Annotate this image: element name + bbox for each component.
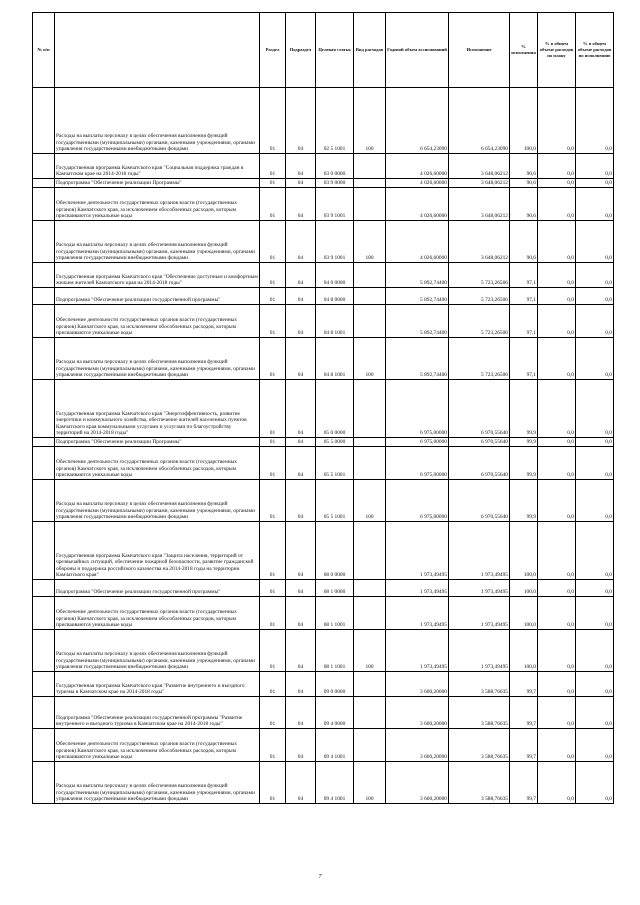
row-name: Расходы на выплаты персоналу в целях обеспечения выполнения функций государственными (муниципальными) органами, казенными учреждениями, органами управления государственными внебюджетными фондами <box>55 88 260 154</box>
row-exec-amount: 3 648,06212 <box>449 179 510 188</box>
row-share-plan: 0,0 <box>538 338 576 380</box>
row-exec-amount: 5 723,26506 <box>449 288 510 305</box>
row-razdel: 01 <box>260 154 286 179</box>
row-exec-percent: 97,1 <box>510 338 538 380</box>
row-expense-type <box>354 305 386 338</box>
row-exec-amount: 5 723,26506 <box>449 305 510 338</box>
table-row <box>33 630 614 672</box>
row-number <box>33 305 55 338</box>
row-expense-type <box>354 672 386 697</box>
row-expense-type <box>354 522 386 580</box>
row-target-article: 05 5 0000 <box>316 438 354 447</box>
row-target-article: 03 9 1001 <box>316 188 354 221</box>
table-row <box>33 672 614 697</box>
table-row <box>33 221 614 263</box>
row-razdel: 01 <box>260 672 286 697</box>
col-header-plan: Годовой объем ассигнований <box>386 13 449 88</box>
row-number <box>33 597 55 630</box>
row-exec-amount: 6 970,55640 <box>449 480 510 522</box>
row-target-article: 03 9 1001 <box>316 221 354 263</box>
row-exec-percent: 99,9 <box>510 438 538 447</box>
budget-execution-table <box>32 12 614 804</box>
row-name: Подпрограмма "Обеспечение реализации государственной программы" <box>55 288 260 305</box>
row-share-plan: 0,0 <box>538 762 576 804</box>
col-header-share-plan: % в общем объеме расходов по плану <box>538 13 576 88</box>
row-expense-type <box>354 597 386 630</box>
row-expense-type <box>354 288 386 305</box>
row-exec-percent: 90,6 <box>510 188 538 221</box>
row-exec-amount: 1 973,49495 <box>449 580 510 597</box>
row-share-exec: 0,0 <box>576 380 614 438</box>
row-target-article: 05 0 0000 <box>316 380 354 438</box>
table-row <box>33 522 614 580</box>
row-expense-type: 100 <box>354 630 386 672</box>
table-row <box>33 188 614 221</box>
table-row <box>33 438 614 447</box>
row-razdel: 01 <box>260 630 286 672</box>
col-header-share-exec: % в общем объеме расходов по исполнению <box>576 13 614 88</box>
row-share-plan: 0,0 <box>538 263 576 288</box>
row-expense-type <box>354 263 386 288</box>
row-target-article: 04 0 0000 <box>316 263 354 288</box>
row-razdel: 01 <box>260 179 286 188</box>
row-expense-type <box>354 188 386 221</box>
row-plan-amount: 1 973,49495 <box>386 597 449 630</box>
row-plan-amount: 6 654,23090 <box>386 88 449 154</box>
table-row <box>33 380 614 438</box>
row-number <box>33 438 55 447</box>
row-share-exec: 0,0 <box>576 188 614 221</box>
table-row <box>33 597 614 630</box>
row-podrazdel: 04 <box>286 630 316 672</box>
row-number <box>33 630 55 672</box>
row-target-article: 08 1 0000 <box>316 580 354 597</box>
row-name: Обеспечение деятельности государственных органов власти (государственных органов) Камчатского края, за исключением обособленных расходов, которым присваиваются уникальные коды <box>55 447 260 480</box>
row-target-article: 03 9 0000 <box>316 179 354 188</box>
table-row <box>33 88 614 154</box>
row-share-plan: 0,0 <box>538 154 576 179</box>
row-share-plan: 0,0 <box>538 188 576 221</box>
row-target-article: 09 4 0000 <box>316 697 354 729</box>
row-podrazdel: 04 <box>286 522 316 580</box>
row-exec-amount: 3 588,76635 <box>449 729 510 762</box>
row-share-plan: 0,0 <box>538 697 576 729</box>
row-plan-amount: 1 973,49495 <box>386 580 449 597</box>
row-exec-amount: 6 970,55640 <box>449 380 510 438</box>
row-share-plan: 0,0 <box>538 88 576 154</box>
row-share-plan: 0,0 <box>538 580 576 597</box>
row-razdel: 01 <box>260 263 286 288</box>
col-header-razdel: Раздел <box>260 13 286 88</box>
row-expense-type <box>354 697 386 729</box>
table-row <box>33 288 614 305</box>
table-row <box>33 729 614 762</box>
table-row <box>33 762 614 804</box>
row-razdel: 01 <box>260 697 286 729</box>
row-number <box>33 338 55 380</box>
table-row <box>33 305 614 338</box>
row-number <box>33 480 55 522</box>
row-podrazdel: 04 <box>286 729 316 762</box>
row-plan-amount: 1 973,49495 <box>386 630 449 672</box>
row-podrazdel: 04 <box>286 221 316 263</box>
table-body <box>33 88 614 804</box>
row-exec-percent: 90,6 <box>510 221 538 263</box>
row-number <box>33 522 55 580</box>
row-number <box>33 188 55 221</box>
row-share-exec: 0,0 <box>576 88 614 154</box>
row-target-article: 08 1 1001 <box>316 597 354 630</box>
row-exec-percent: 99,7 <box>510 762 538 804</box>
row-name: Обеспечение деятельности государственных органов власти (государственных органов) Камчатского края, за исключением обособленных расходов, которым присваиваются уникальные коды <box>55 597 260 630</box>
row-share-exec: 0,0 <box>576 630 614 672</box>
row-expense-type <box>354 447 386 480</box>
row-target-article: 08 1 1001 <box>316 630 354 672</box>
row-expense-type <box>354 179 386 188</box>
row-number <box>33 179 55 188</box>
row-exec-percent: 90,6 <box>510 179 538 188</box>
row-exec-percent: 99,7 <box>510 729 538 762</box>
table-row <box>33 154 614 179</box>
row-plan-amount: 6 975,00000 <box>386 480 449 522</box>
row-number <box>33 221 55 263</box>
table-row <box>33 697 614 729</box>
row-target-article: 03 0 0000 <box>316 154 354 179</box>
row-share-exec: 0,0 <box>576 438 614 447</box>
row-share-exec: 0,0 <box>576 522 614 580</box>
row-share-exec: 0,0 <box>576 729 614 762</box>
row-target-article: 05 5 1001 <box>316 447 354 480</box>
page-number: 7 <box>318 874 322 880</box>
row-share-plan: 0,0 <box>538 380 576 438</box>
row-plan-amount: 5 892,74400 <box>386 338 449 380</box>
row-number <box>33 288 55 305</box>
row-share-plan: 0,0 <box>538 729 576 762</box>
row-share-exec: 0,0 <box>576 697 614 729</box>
row-name: Государственная программа Камчатского края "Энергоэффективность, развитие энергетики и коммунального хозяйства, обеспечение жителей населенных пунктов Камчатского края коммунальными услугами и услугами по благоустройству территорий на 2014-2018 годы" <box>55 380 260 438</box>
row-podrazdel: 04 <box>286 672 316 697</box>
row-exec-amount: 3 588,76635 <box>449 762 510 804</box>
row-razdel: 01 <box>260 305 286 338</box>
row-share-exec: 0,0 <box>576 597 614 630</box>
row-exec-percent: 90,6 <box>510 154 538 179</box>
row-exec-amount: 1 973,49495 <box>449 597 510 630</box>
row-number <box>33 154 55 179</box>
row-expense-type: 100 <box>354 480 386 522</box>
row-plan-amount: 3 600,20000 <box>386 762 449 804</box>
row-razdel: 01 <box>260 88 286 154</box>
row-exec-percent: 97,1 <box>510 288 538 305</box>
row-exec-percent: 99,7 <box>510 697 538 729</box>
row-podrazdel: 04 <box>286 88 316 154</box>
row-razdel: 01 <box>260 221 286 263</box>
row-name: Обеспечение деятельности государственных органов власти (государственных органов) Камчатского края, за исключением обособленных расходов, которым присваиваются уникальные коды <box>55 305 260 338</box>
row-expense-type: 100 <box>354 338 386 380</box>
row-number <box>33 697 55 729</box>
row-podrazdel: 04 <box>286 338 316 380</box>
col-header-csr: Целевая статья <box>316 13 354 88</box>
row-target-article: 04 8 1001 <box>316 305 354 338</box>
row-share-plan: 0,0 <box>538 447 576 480</box>
col-header-vr: Вид расходов <box>354 13 386 88</box>
row-number <box>33 88 55 154</box>
table-row <box>33 179 614 188</box>
row-exec-percent: 100,0 <box>510 580 538 597</box>
row-podrazdel: 04 <box>286 762 316 804</box>
row-razdel: 01 <box>260 597 286 630</box>
row-target-article: 02 5 1001 <box>316 88 354 154</box>
row-exec-amount: 3 648,06212 <box>449 154 510 179</box>
row-number <box>33 729 55 762</box>
row-razdel: 01 <box>260 729 286 762</box>
row-razdel: 01 <box>260 338 286 380</box>
row-name: Расходы на выплаты персоналу в целях обеспечения выполнения функций государственными (муниципальными) органами, казенными учреждениями, органами управления государственными внебюджетными фондами <box>55 630 260 672</box>
row-expense-type <box>354 438 386 447</box>
table-header-row <box>33 13 614 88</box>
row-share-plan: 0,0 <box>538 672 576 697</box>
row-podrazdel: 04 <box>286 597 316 630</box>
row-exec-percent: 100,0 <box>510 597 538 630</box>
row-expense-type: 100 <box>354 221 386 263</box>
row-podrazdel: 04 <box>286 480 316 522</box>
row-plan-amount: 6 975,00000 <box>386 447 449 480</box>
row-share-exec: 0,0 <box>576 580 614 597</box>
row-number <box>33 580 55 597</box>
row-number <box>33 762 55 804</box>
row-podrazdel: 04 <box>286 154 316 179</box>
row-name: Расходы на выплаты персоналу в целях обеспечения выполнения функций государственными (муниципальными) органами, казенными учреждениями, органами управления государственными внебюджетными фондами <box>55 338 260 380</box>
row-name: Расходы на выплаты персоналу в целях обеспечения выполнения функций государственными (муниципальными) органами, казенными учреждениями, органами управления государственными внебюджетными фондами <box>55 480 260 522</box>
row-name: Обеспечение деятельности государственных органов власти (государственных органов) Камчатского края, за исключением обособленных расходов, которым присваиваются уникальные коды <box>55 188 260 221</box>
row-exec-amount: 6 970,55640 <box>449 438 510 447</box>
row-target-article: 04 8 1001 <box>316 338 354 380</box>
row-razdel: 01 <box>260 580 286 597</box>
row-exec-percent: 100,0 <box>510 522 538 580</box>
row-number <box>33 672 55 697</box>
row-number <box>33 263 55 288</box>
row-plan-amount: 3 600,20000 <box>386 729 449 762</box>
row-podrazdel: 04 <box>286 305 316 338</box>
row-share-plan: 0,0 <box>538 630 576 672</box>
row-share-exec: 0,0 <box>576 221 614 263</box>
row-plan-amount: 5 892,74400 <box>386 288 449 305</box>
row-plan-amount: 4 026,60000 <box>386 188 449 221</box>
row-podrazdel: 04 <box>286 263 316 288</box>
row-target-article: 05 5 1001 <box>316 480 354 522</box>
col-header-name <box>55 13 260 88</box>
row-expense-type <box>354 729 386 762</box>
row-podrazdel: 04 <box>286 188 316 221</box>
row-exec-amount: 6 654,23090 <box>449 88 510 154</box>
row-share-plan: 0,0 <box>538 288 576 305</box>
row-podrazdel: 04 <box>286 697 316 729</box>
row-plan-amount: 6 975,00000 <box>386 380 449 438</box>
row-expense-type <box>354 154 386 179</box>
row-plan-amount: 4 026,60000 <box>386 221 449 263</box>
row-target-article: 09 4 1001 <box>316 729 354 762</box>
row-share-plan: 0,0 <box>538 221 576 263</box>
col-header-podrazdel: Подраздел <box>286 13 316 88</box>
row-exec-percent: 97,1 <box>510 305 538 338</box>
row-exec-amount: 6 970,55640 <box>449 447 510 480</box>
table-row <box>33 447 614 480</box>
row-podrazdel: 04 <box>286 179 316 188</box>
col-header-num: № п/п <box>33 13 55 88</box>
row-number <box>33 380 55 438</box>
row-razdel: 01 <box>260 288 286 305</box>
row-share-exec: 0,0 <box>576 263 614 288</box>
row-share-exec: 0,0 <box>576 305 614 338</box>
row-podrazdel: 04 <box>286 380 316 438</box>
row-name: Подпрограмма "Обеспечение реализации государственной программы" <box>55 580 260 597</box>
row-share-plan: 0,0 <box>538 305 576 338</box>
row-target-article: 08 0 0000 <box>316 522 354 580</box>
row-plan-amount: 3 600,20000 <box>386 697 449 729</box>
row-exec-percent: 100,0 <box>510 630 538 672</box>
row-share-plan: 0,0 <box>538 522 576 580</box>
col-header-exec: Исполнение <box>449 13 510 88</box>
row-podrazdel: 04 <box>286 447 316 480</box>
row-expense-type: 100 <box>354 88 386 154</box>
row-razdel: 01 <box>260 447 286 480</box>
row-plan-amount: 3 600,20000 <box>386 672 449 697</box>
row-expense-type <box>354 580 386 597</box>
table-row <box>33 263 614 288</box>
row-name: Государственная программа Камчатского края "Социальная поддержка граждан в Камчатском крае на 2014-2018 годы" <box>55 154 260 179</box>
row-razdel: 01 <box>260 438 286 447</box>
row-plan-amount: 4 026,60000 <box>386 154 449 179</box>
row-exec-percent: 99,9 <box>510 380 538 438</box>
row-share-plan: 0,0 <box>538 179 576 188</box>
row-plan-amount: 6 975,00000 <box>386 438 449 447</box>
table-row <box>33 580 614 597</box>
row-exec-amount: 5 723,26506 <box>449 263 510 288</box>
row-exec-amount: 3 648,06212 <box>449 221 510 263</box>
row-share-exec: 0,0 <box>576 447 614 480</box>
row-share-plan: 0,0 <box>538 438 576 447</box>
row-name: Подпрограмма "Обеспечение реализации Программы" <box>55 179 260 188</box>
row-podrazdel: 04 <box>286 438 316 447</box>
row-share-exec: 0,0 <box>576 179 614 188</box>
row-podrazdel: 04 <box>286 580 316 597</box>
row-name: Обеспечение деятельности государственных органов власти (государственных органов) Камчатского края, за исключением обособленных расходов, которым присваиваются уникальные коды <box>55 729 260 762</box>
row-razdel: 01 <box>260 762 286 804</box>
row-exec-amount: 3 588,76635 <box>449 697 510 729</box>
row-exec-amount: 1 973,49495 <box>449 630 510 672</box>
row-share-exec: 0,0 <box>576 288 614 305</box>
row-plan-amount: 4 026,60000 <box>386 179 449 188</box>
row-share-plan: 0,0 <box>538 597 576 630</box>
row-expense-type <box>354 380 386 438</box>
row-share-exec: 0,0 <box>576 154 614 179</box>
row-razdel: 01 <box>260 522 286 580</box>
row-exec-amount: 5 723,26506 <box>449 338 510 380</box>
row-razdel: 01 <box>260 480 286 522</box>
row-exec-amount: 3 648,06212 <box>449 188 510 221</box>
row-razdel: 01 <box>260 380 286 438</box>
row-share-exec: 0,0 <box>576 672 614 697</box>
table-row <box>33 480 614 522</box>
row-share-plan: 0,0 <box>538 480 576 522</box>
row-razdel: 01 <box>260 188 286 221</box>
row-target-article: 04 8 0000 <box>316 288 354 305</box>
row-name: Подпрограмма "Обеспечение реализации государственной программы "Развитие внутреннего и въездного туризма в Камчатском крае на 2014-2018 годы" <box>55 697 260 729</box>
row-plan-amount: 5 892,74400 <box>386 305 449 338</box>
row-share-exec: 0,0 <box>576 480 614 522</box>
row-exec-percent: 99,9 <box>510 447 538 480</box>
row-podrazdel: 04 <box>286 288 316 305</box>
table-row <box>33 338 614 380</box>
row-target-article: 09 0 0000 <box>316 672 354 697</box>
row-exec-percent: 99,9 <box>510 480 538 522</box>
row-name: Государственная программа Камчатского края "Развитие внутреннего и въездного туризма в Камчатском крае на 2014-2018 годы" <box>55 672 260 697</box>
row-exec-amount: 3 588,76635 <box>449 672 510 697</box>
row-name: Расходы на выплаты персоналу в целях обеспечения выполнения функций государственными (муниципальными) органами, казенными учреждениями, органами управления государственными внебюджетными фондами <box>55 221 260 263</box>
row-target-article: 09 4 1001 <box>316 762 354 804</box>
row-share-exec: 0,0 <box>576 762 614 804</box>
row-share-exec: 0,0 <box>576 338 614 380</box>
row-exec-percent: 99,7 <box>510 672 538 697</box>
row-exec-amount: 1 973,49495 <box>449 522 510 580</box>
row-name: Государственная программа Камчатского края "Защита населения, территорий от чрезвычайных ситуаций, обеспечение пожарной безопасности, развитие гражданской обороны и поддержка российского казачества на 2014-2018 годы на территории Камчатского края" <box>55 522 260 580</box>
row-exec-percent: 97,1 <box>510 263 538 288</box>
row-name: Государственная программа Камчатского края "Обеспечение доступным и комфортным жильем жителей Камчатского края на 2014-2018 годы" <box>55 263 260 288</box>
row-expense-type: 100 <box>354 762 386 804</box>
row-number <box>33 447 55 480</box>
row-name: Подпрограмма "Обеспечение реализации Программы" <box>55 438 260 447</box>
row-plan-amount: 1 973,49495 <box>386 522 449 580</box>
col-header-pct: % исполнения <box>510 13 538 88</box>
row-name: Расходы на выплаты персоналу в целях обеспечения выполнения функций государственными (муниципальными) органами, казенными учреждениями, органами управления государственными внебюджетными фондами <box>55 762 260 804</box>
row-plan-amount: 5 892,74400 <box>386 263 449 288</box>
row-exec-percent: 100,0 <box>510 88 538 154</box>
